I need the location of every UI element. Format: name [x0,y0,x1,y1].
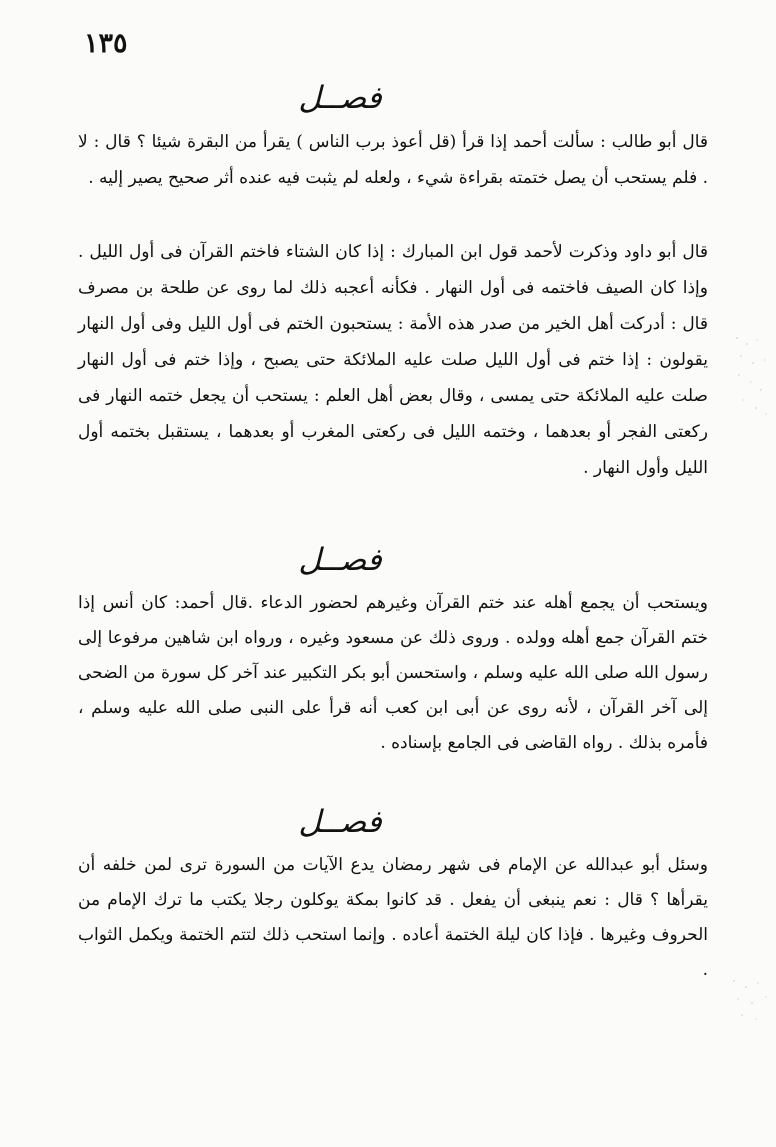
paragraph: وسئل أبو عبدالله عن الإمام فى شهر رمضان يدع الآيات من السورة ترى لمن خلفه أن يقرأها ؟ قال : نعم ينبغى أن يفعل . قد كانوا بمكة يوكلون رجلا يكتب ما ترك الإمام من الحروف وغيرها . فإذا كان ليلة الختمة أعاده . وإنما استحب ذلك لتتم الختمة ويكمل الثواب . [78,855,708,980]
section-heading-3: فصــل [298,804,382,840]
paragraph: ويستحب أن يجمع أهله عند ختم القرآن وغيرهم لحضور الدعاء .قال أحمد: كان أنس إذا ختم القرآن جمع أهله وولده . وروى ذلك عن مسعود وغيره ، ورواه ابن شاهين مرفوعا إلى رسول الله صلى الله عليه وسلم ، واستحسن أبو بكر التكبير عند آخر كل سورة من الضحى إلى آخر القرآن ، لأنه روى عن أبى ابن كعب أنه قرأ على النبى صلى الله عليه وسلم ، فأمره بذلك . رواه القاضى فى الجامع بإسناده . [78,593,708,753]
page-number: ١٣٥ [84,28,128,59]
section-heading-2: فصــل [298,542,382,578]
scan-speckle [732,330,772,420]
paragraph: قال أبو داود وذكرت لأحمد قول ابن المبارك : إذا كان الشتاء فاختم القرآن فى أول الليل . وإذا كان الصيف فاختمه فى أول النهار . فكأنه أعجبه ذلك لما روى عن طلحة بن مصرف قال : أدركت أهل الخير من صدر هذه الأمة : يستحبون الختم فى أول الليل وفى أول النهار يقولون : إذا ختم فى أول الليل صلت عليه الملائكة حتى يصبح ، وإذا ختم فى أول النهار صلت عليه الملائكة حتى يمسى ، وقال بعض أهل العلم : يستحب أن يجعل ختمه النهار فى ركعتى الفجر أو بعدهما ، وختمه الليل فى ركعتى المغرب أو بعدهما ، يستقبل بختمه أول الليل وأول النهار . [78,242,709,478]
section-heading-1: فصــل [298,80,382,116]
paragraph: قال أبو طالب : سألت أحمد إذا قرأ (قل أعوذ برب الناس ) يقرأ من البقرة شيئا ؟ قال : لا . فلم يستحب أن يصل ختمته بقراءة شيء ، ولعله لم يثبت فيه عنده أثر صحيح يصير إليه . [78,132,708,188]
scan-speckle [728,975,772,1025]
